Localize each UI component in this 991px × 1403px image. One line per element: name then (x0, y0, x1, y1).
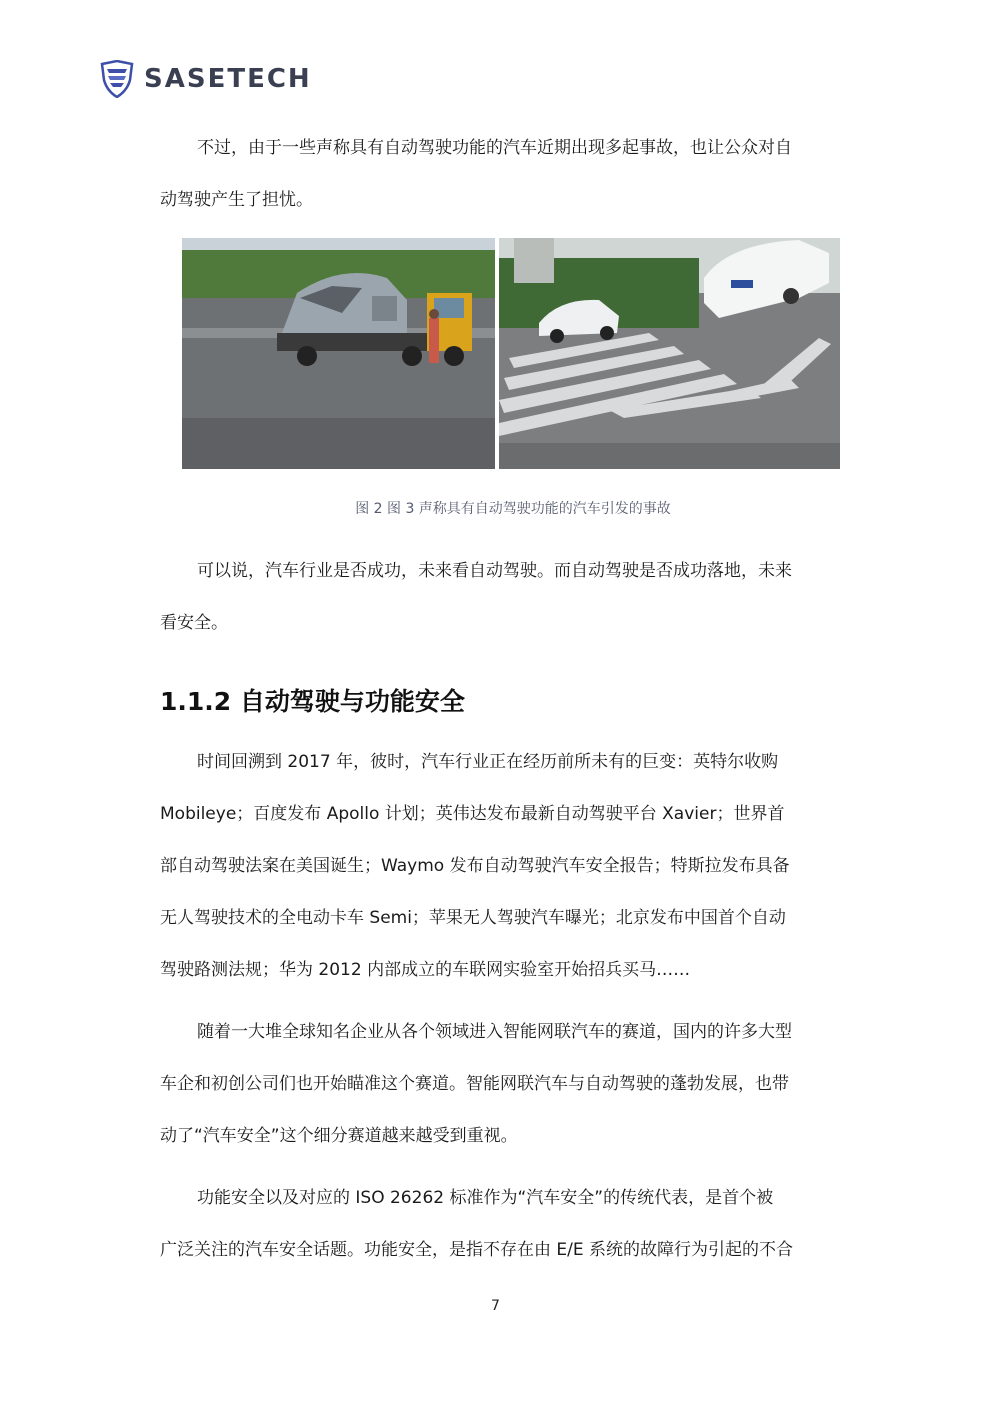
paragraph-line: 时间回溯到 2017 年，彼时，汽车行业正在经历前所未有的巨变：英特尔收购 (197, 752, 779, 772)
paragraph-5 (160, 1172, 835, 1276)
paragraph-4 (160, 1006, 835, 1162)
paragraph-line: 动了“汽车安全”这个细分赛道越来越受到重视。 (160, 1126, 518, 1146)
paragraph-line: 不过，由于一些声称具有自动驾驶功能的汽车近期出现多起事故，也让公众对自 (197, 138, 792, 158)
page-number: 7 (491, 1298, 500, 1314)
paragraph-1 (160, 122, 835, 226)
figure-caption: 图 2 图 3 声称具有自动驾驶功能的汽车引发的事故 (355, 501, 671, 517)
paragraph-line: 可以说，汽车行业是否成功，未来看自动驾驶。而自动驾驶是否成功落地，未来 (197, 561, 792, 581)
wrecked-suv-on-tow-truck-photo (182, 238, 495, 469)
paragraph-line: 广泛关注的汽车安全话题。功能安全，是指不存在由 E/E 系统的故障行为引起的不合 (160, 1240, 794, 1260)
paragraph-line: 无人驾驶技术的全电动卡车 Semi；苹果无人驾驶汽车曝光；北京发布中国首个自动 (160, 908, 786, 928)
paragraph-3 (160, 736, 835, 996)
paragraph-line: 功能安全以及对应的 ISO 26262 标准作为“汽车安全”的传统代表，是首个被 (197, 1188, 774, 1208)
paragraph-line: 驾驶路测法规；华为 2012 内部成立的车联网实验室开始招兵买马…… (160, 960, 691, 980)
paragraph-line: 动驾驶产生了担忧。 (160, 190, 313, 210)
damaged-white-sedan-on-crosswalk-photo (499, 238, 840, 469)
paragraph-line: 看安全。 (160, 613, 228, 633)
accident-photos (182, 238, 840, 469)
logo-text: SASETECH (144, 64, 312, 94)
paragraph-line: 随着一大堆全球知名企业从各个领域进入智能网联汽车的赛道，国内的许多大型 (197, 1022, 792, 1042)
paragraph-line: 车企和初创公司们也开始瞄准这个赛道。智能网联汽车与自动驾驶的蓬勃发展，也带 (160, 1074, 789, 1094)
header-logo (100, 60, 312, 98)
paragraph-2 (160, 545, 835, 649)
section-heading: 1.1.2 自动驾驶与功能安全 (160, 687, 465, 716)
paragraph-line: Mobileye；百度发布 Apollo 计划；英伟达发布最新自动驾驶平台 Xavier；世界首 (160, 804, 785, 824)
paragraph-line: 部自动驾驶法案在美国诞生；Waymo 发布自动驾驶汽车安全报告；特斯拉发布具备 (160, 856, 790, 876)
shield-wing-icon (100, 60, 134, 98)
